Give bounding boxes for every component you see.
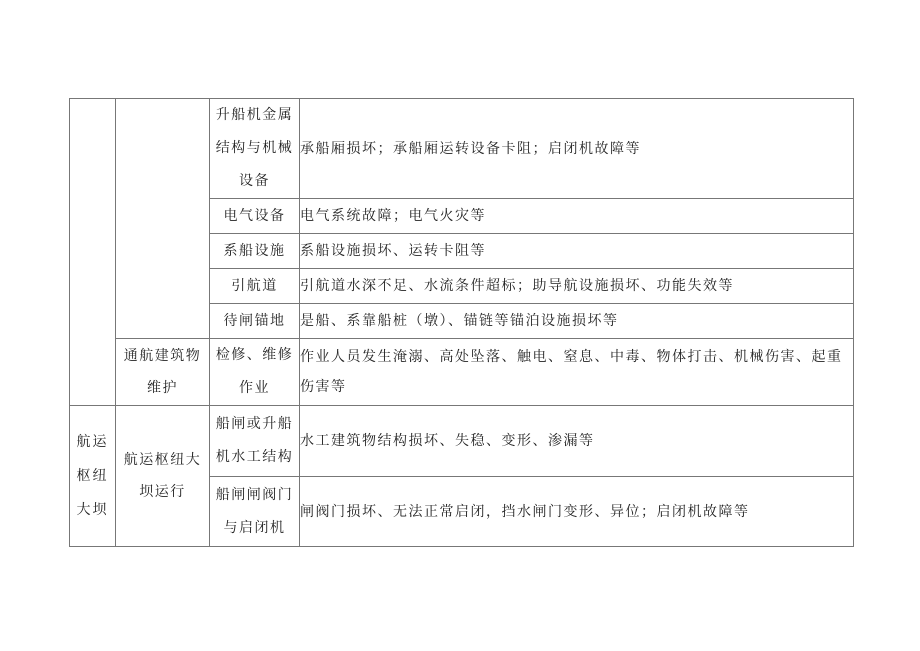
hazard-text: 电气系统故障；电气火灾等 (300, 208, 486, 224)
item-label: 系船设施 (223, 243, 286, 259)
table-row (70, 406, 854, 477)
item-cell (210, 339, 300, 406)
hazard-text: 引航道水深不足、水流条件超标；助导航设施损坏、功能失效等 (300, 278, 734, 294)
hazard-table (69, 98, 854, 547)
hazard-text: 水工建筑物结构损坏、失稳、变形、渗漏等 (300, 433, 595, 449)
hazard-text: 作业人员发生淹溺、高处坠落、触电、窒息、中毒、物体打击、机械伤害、起重伤害等 (300, 349, 843, 395)
item-label: 升船机金属结构与机械设备 (215, 107, 294, 189)
item-label: 引航道 (231, 278, 278, 294)
hazard-cell (300, 234, 854, 269)
item-label: 船闸闸阀门与启闭机 (215, 486, 294, 536)
hazard-cell (300, 339, 854, 406)
subcategory-label: 航运枢纽大坝运行 (123, 452, 202, 500)
item-label: 待闸锚地 (223, 313, 286, 329)
hazard-cell (300, 99, 854, 199)
category-label: 航运枢纽大坝 (76, 434, 109, 518)
hazard-text: 系船设施损坏、运转卡阻等 (300, 243, 486, 259)
subcategory-cell (116, 99, 210, 339)
hazard-cell (300, 269, 854, 304)
hazard-text: 闸阀门损坏、无法正常启闭，挡水闸门变形、异位；启闭机故障等 (300, 503, 750, 520)
item-label: 船闸或升船机水工结构 (215, 416, 294, 465)
category-cell (70, 406, 116, 547)
table-row (70, 339, 854, 406)
item-label: 电气设备 (223, 208, 286, 224)
hazard-cell (300, 406, 854, 477)
item-cell (210, 199, 300, 234)
hazard-text: 是船、系靠船桩（墩）、锚链等锚泊设施损坏等 (300, 313, 619, 329)
subcategory-cell (116, 339, 210, 406)
subcategory-label: 通航建筑物维护 (123, 348, 202, 396)
hazard-cell (300, 199, 854, 234)
item-cell (210, 99, 300, 199)
subcategory-cell (116, 406, 210, 547)
item-cell (210, 477, 300, 547)
table-row (70, 99, 854, 199)
item-cell (210, 269, 300, 304)
category-cell (70, 99, 116, 406)
item-cell (210, 304, 300, 339)
hazard-text: 承船厢损坏；承船厢运转设备卡阻；启闭机故障等 (300, 140, 641, 157)
item-cell (210, 234, 300, 269)
item-cell (210, 406, 300, 477)
hazard-cell (300, 304, 854, 339)
hazard-cell (300, 477, 854, 547)
item-label: 检修、维修作业 (215, 347, 294, 396)
